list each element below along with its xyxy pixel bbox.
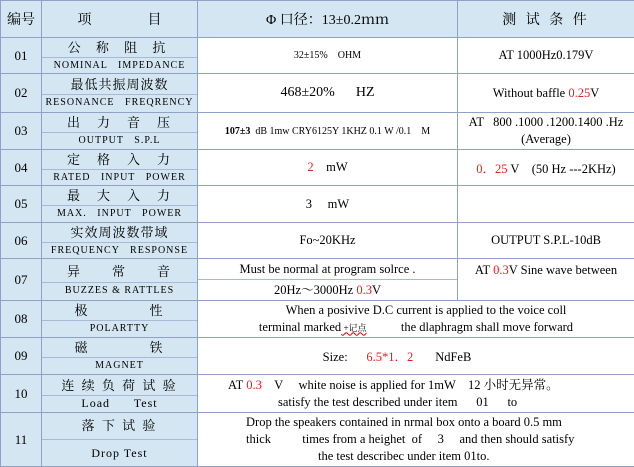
description-line: When a posivive D.C current is applied to the voice coll [198, 302, 634, 319]
item-name-cn: 异 常 音 [42, 262, 197, 283]
item-name-cn: 磁 铁 [42, 339, 197, 358]
item-name-en: FREQUENCY RESPONSE [42, 243, 197, 258]
test-condition: OUTPUT S.P.L-10dB [458, 223, 634, 259]
row-number: 09 [1, 338, 42, 375]
size-label: Size: [323, 350, 367, 364]
item-name-cn: 极 性 [42, 302, 197, 321]
condition-voltage: 0.3 [493, 263, 509, 277]
load-voltage: 0.3 [246, 378, 262, 392]
description-text: V white noise is applied for 1mW 12 小时无异常。 [262, 378, 559, 392]
test-condition [458, 113, 634, 150]
spec-value: 3 mW [198, 186, 458, 223]
test-condition [458, 186, 634, 223]
test-condition [458, 150, 634, 186]
condition-voltage: 0．25 [476, 162, 507, 176]
row-number: 07 [1, 259, 42, 301]
item-name-en: MAGNET [42, 358, 197, 373]
spec-value [198, 113, 458, 150]
item-cell [42, 259, 198, 301]
merged-description [198, 338, 634, 375]
spec-value: Fo~20KHz [198, 223, 458, 259]
test-condition [458, 259, 634, 301]
item-name-en: RESONANCE FREQRENCY [42, 95, 197, 110]
header-item: 项 目 [42, 1, 198, 38]
value-line [198, 280, 457, 300]
description-line: Drop the speakers contained in nrmal box onto a board 0.5 mm [198, 414, 634, 431]
item-name-en: POLARTTY [42, 321, 197, 336]
condition-line: (Average) [460, 131, 632, 148]
description-line: the test describec under item 01to. [198, 448, 634, 465]
rated-power-unit: mW [314, 160, 348, 174]
table-row [1, 259, 634, 301]
header-no: 编号 [1, 1, 42, 38]
table-row [1, 113, 634, 150]
merged-description [198, 413, 634, 467]
value-voltage: 0.3 [356, 283, 372, 297]
table-row [1, 150, 634, 186]
row-number: 03 [1, 113, 42, 150]
condition-text: V (50 Hz ---2KHz) [508, 162, 616, 176]
item-name-cn: 最 大 入 力 [42, 187, 197, 206]
merged-description [198, 375, 634, 413]
spl-conditions: dB 1mw CRY6125Y 1KHZ 0.1 W /0.1 M [250, 126, 430, 137]
header-diameter: Φ 口径：13±0.2ｍｍ [198, 1, 458, 38]
table-row [1, 186, 634, 223]
item-name-cn: 公 称 阻 抗 [42, 39, 197, 58]
condition-voltage: 0.25 [568, 86, 590, 100]
table-row [1, 338, 634, 375]
test-condition: AT 1000Hz0.179V [458, 38, 634, 74]
item-name-cn: 出 力 音 压 [42, 114, 197, 133]
spec-value [198, 259, 458, 301]
spl-value: 107±3 [225, 126, 251, 137]
description-text: the dlaphragm shall move forward [367, 320, 574, 334]
item-name-cn: 落 下 试 验 [42, 413, 197, 440]
terminal-mark: +记点 [341, 323, 366, 333]
table-row [1, 301, 634, 338]
row-number: 10 [1, 375, 42, 413]
description-line [198, 319, 634, 337]
item-cell [42, 38, 198, 74]
table-row [1, 74, 634, 113]
header-row [1, 1, 634, 38]
merged-description [198, 301, 634, 338]
table-row [1, 223, 634, 259]
condition-text: AT [475, 263, 493, 277]
row-number: 01 [1, 38, 42, 74]
item-name-cn: 定 格 入 力 [42, 151, 197, 170]
item-cell [42, 74, 198, 113]
item-cell [42, 223, 198, 259]
header-conditions: 测 试 条 件 [458, 1, 634, 38]
row-number: 02 [1, 74, 42, 113]
item-cell [42, 301, 198, 338]
item-cell [42, 338, 198, 375]
item-cell [42, 375, 198, 413]
row-number: 06 [1, 223, 42, 259]
item-name-cn: 实效周波数带域 [42, 224, 197, 243]
item-name-en: RATED INPUT POWER [42, 170, 197, 185]
test-condition [458, 74, 634, 113]
spec-value: 32±15% OHM [198, 38, 458, 74]
rated-power-value: 2 [307, 160, 313, 174]
condition-line: AT 800 .1000 .1200.1400 .Hz [460, 114, 632, 131]
item-cell [42, 150, 198, 186]
value-range: 20Hz～3000Hz [274, 283, 356, 297]
row-number: 05 [1, 186, 42, 223]
condition-text: V Sine wave between [509, 263, 617, 277]
description-line: satisfy the test described under item 01 to [228, 394, 634, 411]
item-name-en: BUZZES & RATTLES [42, 283, 197, 298]
description-text: AT [228, 378, 246, 392]
table-row [1, 38, 634, 74]
item-name-en: MAX. INPUT POWER [42, 206, 197, 221]
terminal-text: terminal marked [259, 320, 341, 334]
item-name-en: Load Test [42, 396, 197, 411]
description-line [228, 377, 634, 394]
spec-value: 468±20% HZ [198, 74, 458, 113]
value-line: Must be normal at program solrce . [198, 259, 457, 280]
magnet-size: 6.5*1．2 [366, 350, 413, 364]
row-number: 04 [1, 150, 42, 186]
item-cell [42, 413, 198, 467]
value-unit: V [372, 283, 381, 297]
condition-text: Without baffle [493, 86, 569, 100]
item-name-cn: 最低共振周波数 [42, 76, 197, 95]
magnet-material: NdFeB [413, 350, 471, 364]
item-cell [42, 186, 198, 223]
row-number: 08 [1, 301, 42, 338]
row-number: 11 [1, 413, 42, 467]
item-cell [42, 113, 198, 150]
condition-unit: V [590, 86, 599, 100]
spec-value [198, 150, 458, 186]
description-line: thick times from a heighet of 3 and then should satisfy [198, 431, 634, 448]
item-name-en: NOMINAL IMPEDANCE [42, 58, 197, 73]
item-name-en: Drop Test [42, 440, 197, 466]
item-name-en: OUTPUT S.P.L [42, 133, 197, 148]
item-name-cn: 连 续 负 荷 试 验 [42, 377, 197, 396]
table-row [1, 413, 634, 467]
table-row [1, 375, 634, 413]
